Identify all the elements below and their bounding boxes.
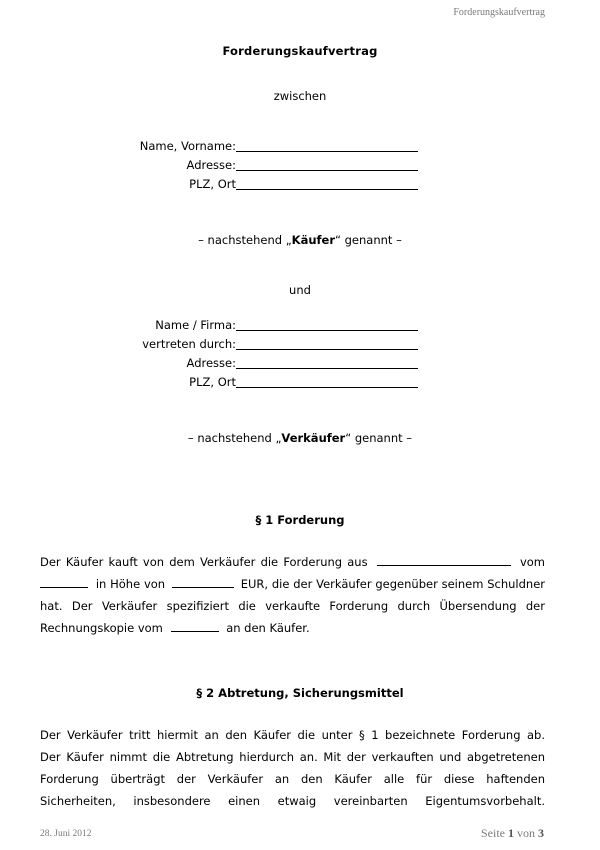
- text-span: Rechnungskopie vom: [40, 621, 163, 635]
- section-1-line-2: [40, 573, 545, 595]
- seller-representative-label: vertreten durch:: [142, 337, 236, 351]
- section-1-line-4: [40, 617, 545, 639]
- seller-designation-suffix: “ genannt –: [345, 431, 413, 445]
- text-span: Der Käufer kauft von dem Verkäufer die Forderung aus: [40, 555, 368, 569]
- claim-amount-blank[interactable]: [172, 577, 234, 588]
- seller-address-label: Adresse:: [186, 356, 236, 370]
- footer-date: 28. Juni 2012: [40, 829, 92, 839]
- seller-city-field[interactable]: [0, 375, 600, 391]
- buyer-city-label: PLZ, Ort: [189, 177, 236, 191]
- buyer-name-line[interactable]: [236, 151, 418, 152]
- buyer-designation-role: Käufer: [291, 233, 335, 247]
- invoice-date-blank[interactable]: [171, 621, 219, 632]
- section-1-line-1: [40, 551, 545, 573]
- page-total: 3: [538, 826, 544, 840]
- document-title: Forderungskaufvertrag: [222, 44, 378, 58]
- claim-date-blank[interactable]: [40, 577, 88, 588]
- text-span: in Höhe von: [95, 577, 166, 591]
- page-number: [481, 826, 544, 841]
- buyer-address-label: Adresse:: [186, 158, 236, 172]
- and-label: und: [289, 283, 311, 297]
- text-span: an den Käufer.: [226, 621, 310, 635]
- buyer-designation: [0, 233, 600, 247]
- section-2-line-2: Der Käufer nimmt die Abtretung hierdurch an. Mit der verkauften und abgetretenen: [40, 750, 545, 764]
- between-label: zwischen: [273, 89, 327, 103]
- section-1-paragraph: [40, 551, 545, 639]
- seller-designation-role: Verkäufer: [281, 431, 346, 445]
- seller-designation-prefix: – nachstehend „: [187, 431, 282, 445]
- buyer-name-field[interactable]: [0, 139, 600, 155]
- seller-address-line[interactable]: [236, 368, 418, 369]
- buyer-designation-suffix: “ genannt –: [335, 233, 402, 247]
- section-2-line-4: Sicherheiten, insbesondere einen etwaig vereinbarten Eigentumsvorbehalt.: [40, 794, 545, 808]
- page-prefix: Seite: [481, 826, 505, 840]
- seller-city-line[interactable]: [236, 387, 418, 388]
- seller-address-field[interactable]: [0, 356, 600, 372]
- seller-name-line[interactable]: [236, 330, 418, 331]
- buyer-designation-prefix: – nachstehend „: [198, 233, 292, 247]
- seller-name-field[interactable]: [0, 318, 600, 334]
- seller-name-label: Name / Firma:: [155, 318, 236, 332]
- buyer-address-line[interactable]: [236, 170, 418, 171]
- seller-designation: [0, 431, 600, 445]
- running-header: Forderungskaufvertrag: [453, 7, 545, 18]
- buyer-city-line[interactable]: [236, 189, 418, 190]
- seller-representative-field[interactable]: [0, 337, 600, 353]
- buyer-address-field[interactable]: [0, 158, 600, 174]
- buyer-city-field[interactable]: [0, 177, 600, 193]
- page-current: 1: [508, 826, 514, 840]
- section-2-line-3: Forderung überträgt der Verkäufer an den Käufer alle für diese haftenden: [40, 772, 545, 786]
- section-1-title: § 1 Forderung: [255, 513, 345, 527]
- seller-city-label: PLZ, Ort: [189, 375, 236, 389]
- page-separator: von: [517, 826, 535, 840]
- text-span: vom: [519, 555, 545, 569]
- buyer-name-label: Name, Vorname:: [139, 139, 236, 153]
- seller-representative-line[interactable]: [236, 349, 418, 350]
- claim-origin-blank[interactable]: [377, 555, 511, 566]
- section-2-line-1: Der Verkäufer tritt hiermit an den Käufer die unter § 1 bezeichnete Forderung ab.: [40, 728, 545, 742]
- text-span: EUR, die der Verkäufer gegenüber seinem Schuldner: [240, 577, 546, 591]
- section-1-line-3: hat. Der Verkäufer spezifiziert die verkaufte Forderung durch Übersendung der: [40, 599, 545, 613]
- section-2-title: § 2 Abtretung, Sicherungsmittel: [196, 686, 404, 700]
- section-2-paragraph: [40, 724, 545, 812]
